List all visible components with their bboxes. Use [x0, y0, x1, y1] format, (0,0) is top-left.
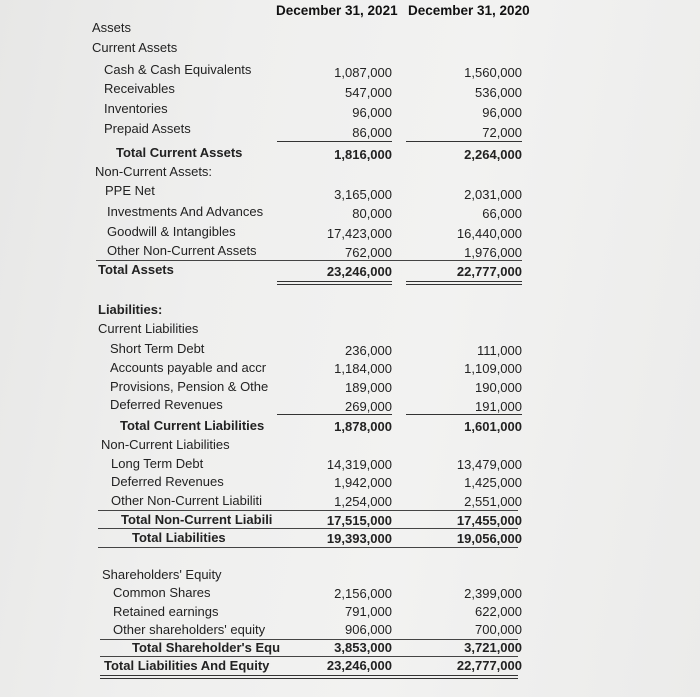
value-2020: 16,440,000	[456, 226, 522, 241]
total-shareholders-equity-2021: 3,853,000	[334, 640, 392, 655]
value-2020: 66,000	[482, 206, 522, 221]
total-liabilities-2020: 19,056,000	[456, 531, 522, 546]
noncurrent-liabilities-title: Non-Current Liabilities	[101, 437, 230, 452]
double-rule	[277, 281, 392, 285]
row-label: Goodwill & Intangibles	[107, 224, 236, 239]
value-2021: 791,000	[345, 604, 392, 619]
row-label: Deferred Revenues	[110, 397, 223, 412]
value-2021: 906,000	[345, 622, 392, 637]
value-2021: 2,156,000	[334, 586, 392, 601]
total-liab-equity-rule	[100, 656, 518, 657]
total-current-liabilities-label: Total Current Liabilities	[120, 418, 265, 433]
value-2021: 14,319,000	[326, 457, 392, 472]
value-2021: 762,000	[345, 245, 392, 260]
total-shareholders-equity-label: Total Shareholder's Equ	[132, 640, 281, 655]
row-label: Receivables	[104, 81, 175, 96]
total-current-assets-2020: 2,264,000	[464, 147, 522, 162]
total-liabilities-2021: 19,393,000	[326, 531, 392, 546]
equity-title: Shareholders' Equity	[102, 567, 222, 582]
value-2021: 3,165,000	[334, 187, 392, 202]
row-label: Accounts payable and accr	[110, 360, 267, 375]
row-label: Provisions, Pension & Othe	[110, 379, 269, 394]
value-2020: 1,109,000	[464, 361, 522, 376]
value-2021: 1,254,000	[334, 494, 392, 509]
row-label: Other Non-Current Liabiliti	[111, 493, 263, 508]
double-rule	[406, 281, 522, 285]
noncurrent-liabilities-rule	[98, 510, 518, 511]
total-liabilities-equity-2021: 23,246,000	[326, 658, 392, 673]
value-2021: 1,942,000	[334, 475, 392, 490]
value-2020: 2,399,000	[464, 586, 522, 601]
row-label: Other shareholders' equity	[113, 622, 266, 637]
total-assets-2020: 22,777,000	[456, 264, 522, 279]
value-2020: 191,000	[475, 399, 522, 414]
value-2021: 547,000	[345, 85, 392, 100]
total-assets-rule	[96, 260, 522, 261]
total-liabilities-equity-2020: 22,777,000	[456, 658, 522, 673]
row-label: PPE Net	[105, 183, 155, 198]
value-2021: 189,000	[345, 380, 392, 395]
row-label: Short Term Debt	[110, 341, 205, 356]
subtotal-rule	[406, 414, 522, 415]
value-2021: 17,423,000	[326, 226, 392, 241]
liabilities-title: Liabilities:	[98, 302, 163, 317]
total-noncurrent-liabilities-2020: 17,455,000	[456, 513, 522, 528]
value-2020: 1,976,000	[464, 245, 522, 260]
subtotal-rule	[277, 414, 392, 415]
row-label: Inventories	[104, 101, 168, 116]
value-2020: 96,000	[482, 105, 522, 120]
row-label: Long Term Debt	[111, 456, 204, 471]
row-label: Deferred Revenues	[111, 474, 224, 489]
total-liabilities-rule	[98, 528, 518, 529]
value-2021: 1,087,000	[334, 65, 392, 80]
noncurrent-assets-title: Non-Current Assets:	[95, 164, 213, 179]
total-liabilities-equity-label: Total Liabilities And Equity	[104, 658, 270, 673]
header-2020: December 31, 2020	[408, 3, 530, 18]
value-2021: 86,000	[352, 125, 392, 140]
value-2020: 700,000	[475, 622, 522, 637]
row-label: Prepaid Assets	[104, 121, 191, 136]
total-current-liabilities-2020: 1,601,000	[464, 419, 522, 434]
double-rule	[100, 675, 518, 679]
value-2020: 190,000	[475, 380, 522, 395]
total-noncurrent-liabilities-label: Total Non-Current Liabili	[121, 512, 273, 527]
value-2020: 536,000	[475, 85, 522, 100]
total-liabilities-label: Total Liabilities	[132, 530, 226, 545]
row-label: Other Non-Current Assets	[107, 243, 257, 258]
total-assets-label: Total Assets	[98, 262, 174, 277]
value-2021: 236,000	[345, 343, 392, 358]
value-2020: 1,560,000	[464, 65, 522, 80]
value-2021: 269,000	[345, 399, 392, 414]
value-2021: 96,000	[352, 105, 392, 120]
subtotal-rule	[277, 141, 392, 142]
value-2020: 2,551,000	[464, 494, 522, 509]
header-2021: December 31, 2021	[276, 3, 398, 18]
total-noncurrent-liabilities-2021: 17,515,000	[326, 513, 392, 528]
value-2020: 1,425,000	[464, 475, 522, 490]
value-2020: 622,000	[475, 604, 522, 619]
value-2020: 72,000	[482, 125, 522, 140]
value-2020: 13,479,000	[456, 457, 522, 472]
total-current-assets-label: Total Current Assets	[116, 145, 243, 160]
row-label: Investments And Advances	[107, 204, 264, 219]
subtotal-rule	[406, 141, 522, 142]
row-label: Retained earnings	[113, 604, 219, 619]
total-shareholders-equity-2020: 3,721,000	[464, 640, 522, 655]
value-2020: 111,000	[476, 343, 522, 358]
row-label: Cash & Cash Equivalents	[104, 62, 252, 77]
current-liabilities-title: Current Liabilities	[98, 321, 199, 336]
total-current-assets-2021: 1,816,000	[334, 147, 392, 162]
current-assets-title: Current Assets	[92, 40, 178, 55]
total-current-liabilities-2021: 1,878,000	[334, 419, 392, 434]
assets-title: Assets	[92, 20, 132, 35]
value-2020: 2,031,000	[464, 187, 522, 202]
total-liabilities-bottom-rule	[98, 547, 518, 548]
total-assets-2021: 23,246,000	[326, 264, 392, 279]
value-2021: 1,184,000	[334, 361, 392, 376]
row-label: Common Shares	[113, 585, 211, 600]
value-2021: 80,000	[352, 206, 392, 221]
